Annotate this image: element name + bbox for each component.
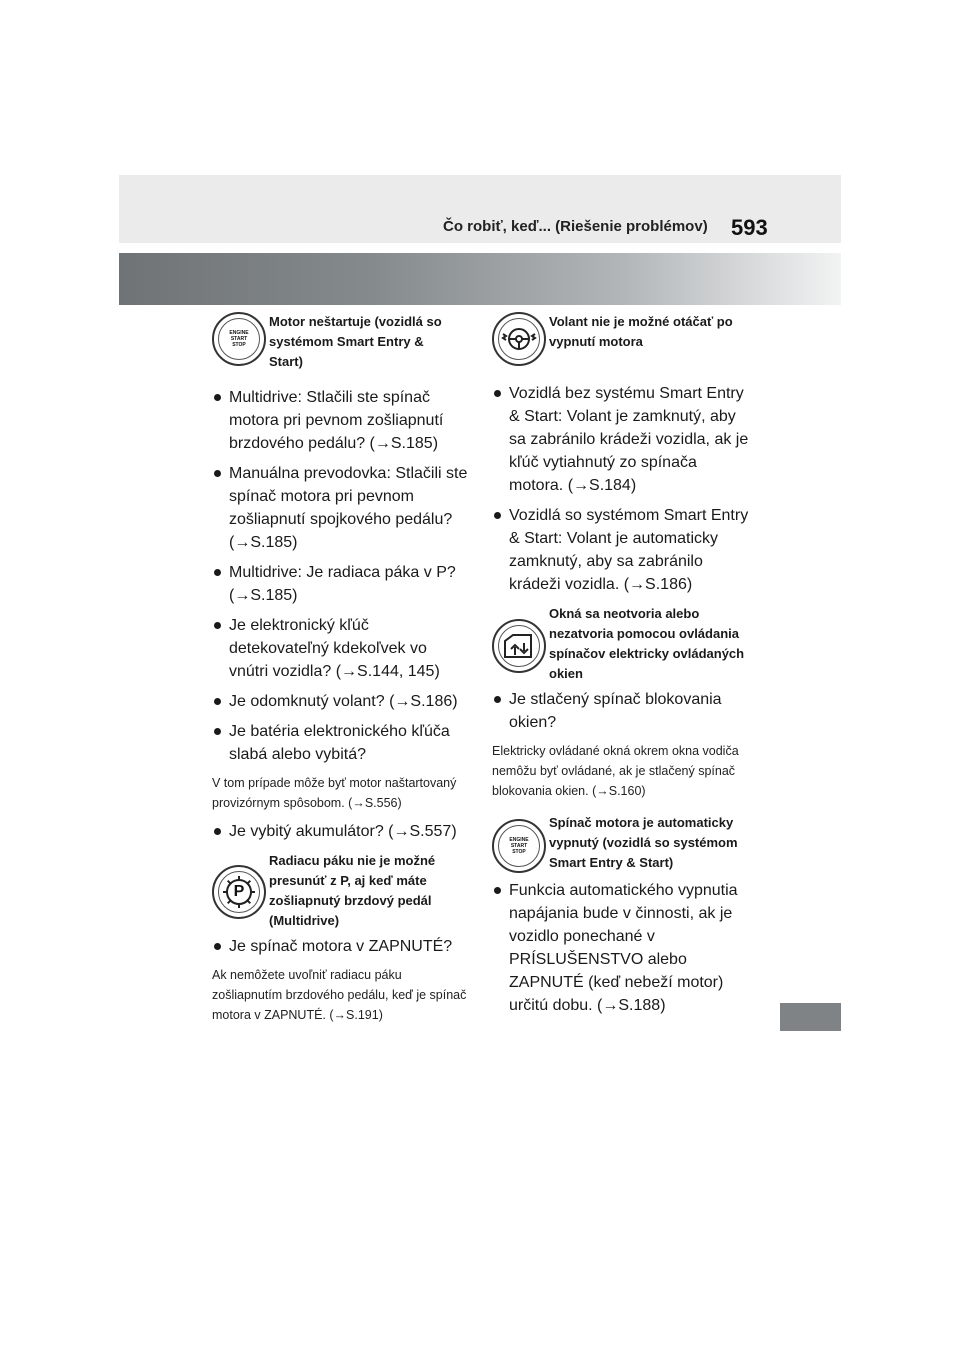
shift-lock-gear-icon [212,865,266,919]
list-item: Vozidlá so systémom Smart Entry & Start: Volant je automaticky zamknutý, aby sa zabránilo krádeži vozidla. (→S.186) [492,504,754,596]
right-column [492,312,754,1024]
note-text: Ak nemôžete uvoľniť radiacu páku zošliapnutím brzdového pedálu, keď je spínač motora v ZAPNUTÉ. (→S.191) [212,968,467,1022]
section-heading: Okná sa neotvoria alebo nezatvoria pomocou ovládania spínačov elektricky ovládaných okien [549,606,745,681]
section-steering-lock [492,312,754,370]
section-heading: Volant nie je možné otáčať po vypnutí motora [549,314,733,349]
note-text: V tom prípade môže byť motor naštartovaný provizórnym spôsobom. (→S.556) [212,776,457,810]
list-item: Je spínač motora v ZAPNUTÉ? [212,935,470,958]
page-number: 593 [731,215,768,240]
power-window-icon [492,619,546,673]
page-header-title: Čo robiť, keď... (Riešenie problémov) [443,218,708,235]
section-power-windows [492,604,754,684]
steering-wheel-lock-icon [492,312,546,366]
engine-start-stop-icon [492,819,546,873]
section-engine-no-start [212,312,470,380]
engine-start-stop-label: ENGINE START STOP [509,837,529,855]
section-auto-power-off [492,813,754,875]
engine-start-stop-icon [212,312,266,366]
list-item: Je stlačený spínač blokovania okien? [492,688,754,734]
list-item: Je vybitý akumulátor? (→S.557) [212,820,470,843]
list-item: Vozidlá bez systému Smart Entry & Start: Volant je zamknutý, aby sa zabránilo krádeži vozidla, ak je kľúč vytiahnutý zo spínača motora. (→S.184) [492,382,754,497]
section-heading: Spínač motora je automaticky vypnutý (vozidlá so systémom Smart Entry & Start) [549,815,738,870]
section-heading: Motor neštartuje (vozidlá so systémom Smart Entry & Start) [269,314,442,369]
list-item: Manuálna prevodovka: Stlačili ste spínač motora pri pevnom zošliapnutí spojkového pedálu? (→S.185) [212,462,470,554]
list-item: Je batéria elektronického kľúča slabá alebo vybitá? [212,720,470,766]
list-item: Multidrive: Stlačili ste spínač motora pri pevnom zošliapnutí brzdového pedálu? (→S.185) [212,386,470,455]
list-item: Je elektronický kľúč detekovateľný kdekoľvek vo vnútri vozidla? (→S.144, 145) [212,614,470,683]
section-banner [119,253,841,305]
section-shift-lever [212,851,470,931]
list-item: Je odomknutý volant? (→S.186) [212,690,470,713]
note-text: Elektricky ovládané okná okrem okna vodiča nemôžu byť ovládané, ak je stlačený spínač blokovania okien. (→S.160) [492,744,739,798]
list-item: Multidrive: Je radiaca páka v P? (→S.185) [212,561,470,607]
list-item: Funkcia automatického vypnutia napájania bude v činnosti, ak je vozidlo ponechané v PRÍSLUŠENSTVO alebo ZAPNUTÉ (keď nebeží motor) určitú dobu. (→S.188) [492,879,754,1017]
chapter-tab [780,1003,841,1031]
section-heading: Radiacu páku nie je možné presunúť z P, aj keď máte zošliapnutý brzdový pedál (Multidrive) [269,853,436,928]
left-column [212,312,470,1032]
engine-start-stop-label: ENGINE START STOP [229,330,249,348]
gear-p-letter: P [233,883,245,900]
